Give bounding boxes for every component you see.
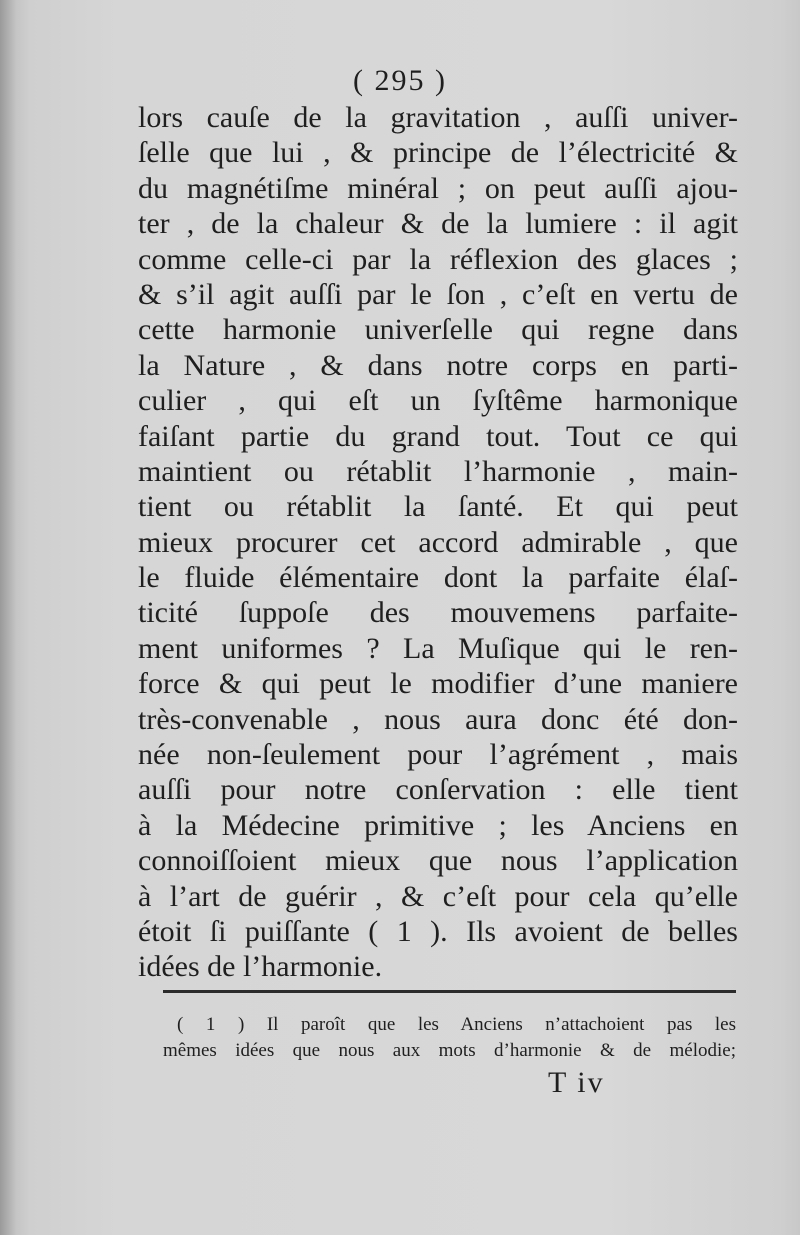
text-line: cette harmonie univerſelle qui regne dans bbox=[138, 313, 738, 347]
text-line: à la Médecine primitive ; les Anciens en bbox=[138, 808, 738, 842]
text-line: lors cauſe de la gravitation , auſſi univer- bbox=[138, 101, 738, 134]
text-line: comme celle-ci par la réflexion des glaces ; bbox=[138, 242, 738, 276]
text-line: idées de l’harmonie. bbox=[138, 950, 383, 984]
text-line: faiſant partie du grand tout. Tout ce qui bbox=[138, 419, 738, 453]
text-line: culier , qui eſt un ſyſtême harmonique bbox=[138, 384, 738, 418]
footnote-divider bbox=[163, 990, 736, 993]
text-line: force & qui peut le modifier d’une maniere bbox=[138, 667, 738, 701]
page-spine-shadow bbox=[0, 0, 16, 1235]
text-line: étoit ſi puiſſante ( 1 ). Ils avoient de belles bbox=[138, 914, 738, 948]
text-line: très-convenable , nous aura donc été don- bbox=[138, 702, 738, 736]
text-line: à l’art de guérir , & c’eſt pour cela qu’elle bbox=[138, 879, 738, 913]
footnote bbox=[163, 1012, 736, 1064]
text-line: & s’il agit auſſi par le ſon , c’eſt en vertu de bbox=[138, 277, 738, 311]
text-line: ment uniformes ? La Muſique qui le ren- bbox=[138, 631, 738, 665]
footnote-line: mêmes idées que nous aux mots d’harmonie & de mélodie; bbox=[163, 1040, 736, 1061]
text-line: tient ou rétablit la ſanté. Et qui peut bbox=[138, 490, 738, 524]
footnote-line: ( 1 ) Il paroît que les Anciens n’attachoient pas les bbox=[177, 1014, 736, 1035]
signature-mark: T iv bbox=[548, 1066, 605, 1099]
text-line: ticité ſuppoſe des mouvemens parfaite- bbox=[138, 596, 738, 630]
text-line: maintient ou rétablit l’harmonie , main- bbox=[138, 454, 738, 488]
text-line: ſelle que lui , & principe de l’électricité & bbox=[138, 136, 738, 170]
text-line: le fluide élémentaire dont la parfaite élaſ- bbox=[138, 561, 738, 595]
page-number: ( 295 ) bbox=[353, 64, 447, 97]
text-line: née non-ſeulement pour l’agrément , mais bbox=[138, 738, 738, 772]
text-line: la Nature , & dans notre corps en parti- bbox=[138, 348, 738, 382]
text-line: auſſi pour notre conſervation : elle tient bbox=[138, 773, 738, 807]
text-line: mieux procurer cet accord admirable , que bbox=[138, 525, 738, 559]
body-text bbox=[138, 100, 738, 985]
text-line: du magnétiſme minéral ; on peut auſſi ajou- bbox=[138, 171, 738, 205]
text-line: ter , de la chaleur & de la lumiere : il agit bbox=[138, 207, 738, 241]
text-line: connoiſſoient mieux que nous l’application bbox=[138, 844, 738, 878]
